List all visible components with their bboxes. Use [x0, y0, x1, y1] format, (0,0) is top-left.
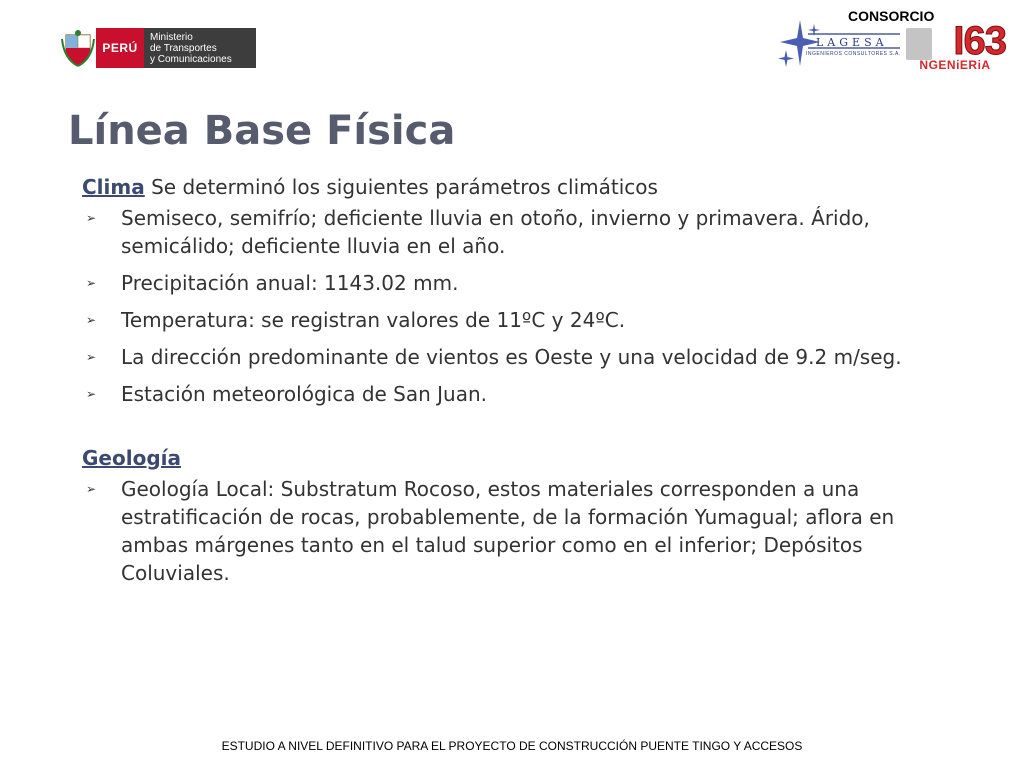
coat-of-arms-icon [60, 28, 96, 68]
slide-footer: ESTUDIO A NIVEL DEFINITIVO PARA EL PROYECTO DE CONSTRUCCIÓN PUENTE TINGO Y ACCESOS [221, 739, 803, 753]
list-item [82, 204, 932, 260]
arrow-bullet-icon: ➢ [86, 350, 97, 364]
clima-intro: Se determinó los siguientes parámetros climáticos [144, 175, 658, 199]
ministry-country: PERÚ [102, 41, 138, 55]
list-item [82, 380, 932, 408]
list-item [82, 306, 932, 334]
arrow-bullet-icon: ➢ [86, 387, 97, 401]
arrow-bullet-icon: ➢ [86, 313, 97, 327]
ministry-logo [60, 28, 256, 68]
consorcio-label: CONSORCIO [848, 8, 935, 24]
list-item [82, 475, 932, 587]
bullet-text: Semiseco, semifrío; deficiente lluvia en otoño, invierno y primavera. Árido, semicálido; deficiente lluvia en el año. [121, 206, 870, 258]
ministry-line-1: Ministerio [150, 31, 193, 43]
i163-word: NGENiERiA [919, 58, 991, 72]
geologia-bullet-list [82, 475, 932, 587]
clima-heading: Clima [82, 175, 145, 199]
lagesa-name: LAGESA [816, 36, 888, 49]
bullet-text: Precipitación anual: 1143.02 mm. [121, 271, 459, 295]
arrow-bullet-icon: ➢ [86, 482, 97, 496]
ministry-line-2: de Transportes [150, 42, 217, 54]
page-title: Línea Base Física [68, 108, 456, 154]
slide-body [82, 172, 932, 596]
clima-bullet-list [82, 204, 932, 408]
section-clima-heading [82, 172, 932, 202]
ministry-line-3: y Comunicaciones [150, 53, 232, 65]
section-geologia-heading [82, 443, 932, 473]
list-item [82, 269, 932, 297]
bullet-text: La dirección predominante de vientos es Oeste y una velocidad de 9.2 m/seg. [121, 345, 902, 369]
arrow-bullet-icon: ➢ [86, 211, 97, 225]
bullet-text: Estación meteorológica de San Juan. [121, 382, 488, 406]
arrow-bullet-icon: ➢ [86, 276, 97, 290]
lagesa-subtitle: INGENIEROS CONSULTORES S.A. [806, 51, 901, 57]
peru-flag-badge [96, 28, 144, 68]
i163-number: I63 [953, 19, 1006, 63]
list-item [82, 343, 932, 371]
bullet-text: Temperatura: se registran valores de 11ºC y 24ºC. [121, 308, 626, 332]
ministry-name-box [144, 28, 256, 68]
geologia-heading: Geología [82, 446, 181, 470]
bullet-text: Geología Local: Substratum Rocoso, estos materiales corresponden a una estratificación de rocas, probablemente, de la formación Yumagual; aflora en ambas márgenes tanto en el talud superior como en el inferior; Depósitos Coluviales. [121, 477, 895, 585]
section-spacer [82, 417, 932, 443]
